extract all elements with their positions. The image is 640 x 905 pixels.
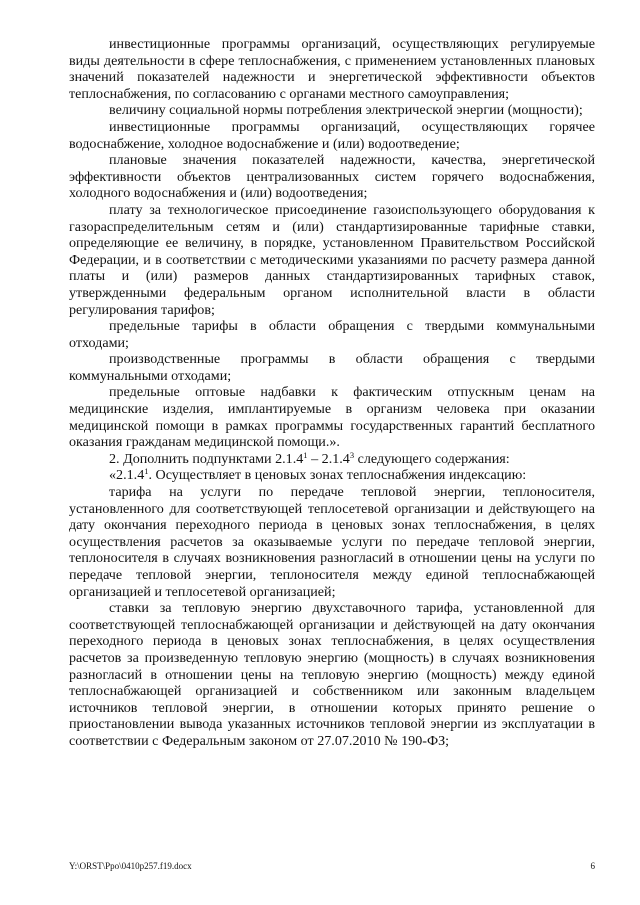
superscript: 1 [144, 466, 149, 477]
subclause-heading-text: . Осуществляет в ценовых зонах теплоснабжения индексацию: [148, 467, 527, 484]
paragraph: плановые значения показателей надежности, качества, энергетической эффективности объектов централизованных систем горячего водоснабжения, холодного водоснабжения и (или) водоотведения; [69, 152, 595, 202]
paragraph: предельные тарифы в области обращения с твердыми коммунальными отходами; [69, 318, 595, 351]
paragraph: плату за технологическое присоединение газоиспользующего оборудования к газораспределительным сетям и (или) стандартизированные тарифные ставки, определяющие ее величину, в порядке, установленном Правительством Российской Федерации, и в соответствии с методическими указаниями по расчету размера данной платы и (или) размеров данных стандартизированных тарифных ставок, утвержденными федеральным органом исполнительной власти в области регулирования тарифов; [69, 201, 595, 318]
page-number: 6 [590, 861, 595, 871]
paragraph: величину социальной нормы потребления электрической энергии (мощности); [109, 102, 583, 119]
subclause-heading [69, 467, 595, 484]
paragraph: инвестиционные программы организаций, осуществляющих регулируемые виды деятельности в сфере теплоснабжения, с применением установленных плановых значений показателей надежности и энергетической эффективности объектов теплоснабжения, по согласованию с органами местного самоуправления; [69, 36, 595, 102]
amendment-item-2-text: 2. Дополнить подпунктами 2.1.4 [109, 450, 304, 467]
paragraph: тарифа на услуги по передаче тепловой энергии, теплоносителя, установленного для соответствующей теплосетевой организации и действующего на дату окончания переходного периода в ценовых зонах теплоснабжения, в целях осуществления расчетов за оказываемые услуги по передаче тепловой энергии, теплоносителя в случаях возникновения разногласий в отношении цены на услуги по передаче тепловой энергии, теплоносителя между единой теплоснабжающей организацией и теплосетевой организацией; [69, 484, 595, 600]
paragraph: производственные программы в области обращения с твердыми коммунальными отходами; [69, 351, 595, 384]
paragraph: предельные оптовые надбавки к фактическим отпускным ценам на медицинские изделия, имплантируемые в организм человека при оказании медицинской помощи в рамках программы государственных гарантий бесплатного оказания гражданам медицинской помощи.». [69, 384, 595, 451]
paragraph: ставки за тепловую энергию двухставочного тарифа, установленной для соответствующей теплоснабжающей организации и действующей на дату окончания переходного периода в ценовых зонах теплоснабжения, в целях осуществления расчетов за произведенную тепловую энергию (мощность) в случаях возникновения разногласий в отношении цены на тепловую энергию (мощность) между единой теплоснабжающей организацией и собственником или законным владельцем источников тепловой энергии, в отношении которых принято решение о приостановлении вывода указанных источников тепловой энергии из эксплуатации в соответствии с Федеральным законом от 27.07.2010 № 190-ФЗ; [69, 600, 595, 749]
amendment-item-2 [69, 451, 595, 468]
document-body [69, 36, 595, 750]
amendment-item-2-text: следующего содержания: [354, 450, 510, 467]
file-path: Y:\ORST\Ppo\0410p257.f19.docx [69, 861, 192, 871]
subclause-heading-text: «2.1.4 [109, 467, 145, 484]
paragraph: инвестиционные программы организаций, осуществляющих горячее водоснабжение, холодное водоснабжение и (или) водоотведение; [69, 118, 595, 152]
superscript: 3 [349, 449, 355, 460]
superscript: 1 [303, 449, 308, 460]
amendment-item-2-text: – 2.1.4 [307, 450, 350, 467]
